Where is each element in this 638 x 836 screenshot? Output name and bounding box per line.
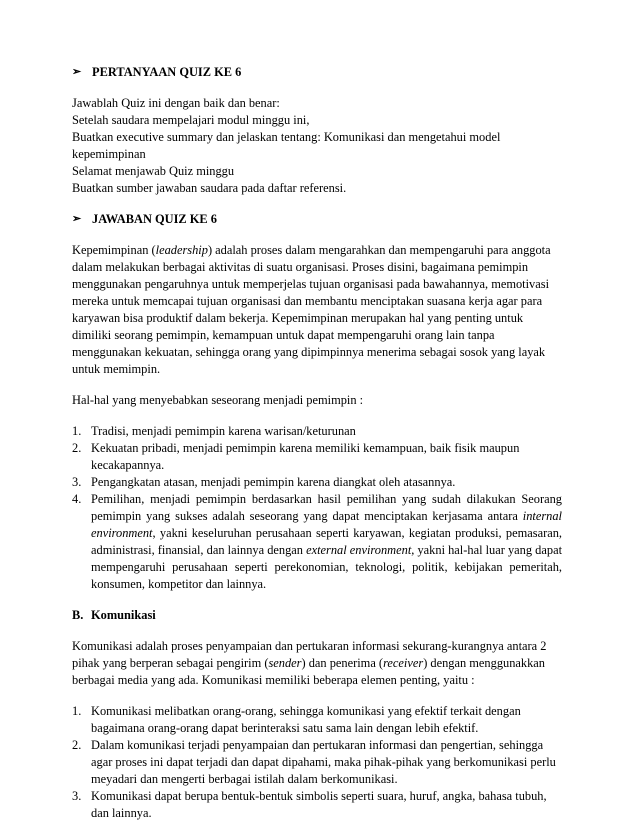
quiz-line: Selamat menjawab Quiz minggu — [72, 164, 235, 178]
quiz-line: Buatkan sumber jawaban saudara pada daftar referensi. — [72, 181, 347, 195]
paragraph-communication: Komunikasi adalah proses penyampaian dan pertukaran informasi sekurang-kurangnya antara 2 pihak yang berperan sebagai pengirim (sender) dan penerima (receiver) dengan menggunakkan berbagai media yang ada. Komunikasi memiliki beberapa elemen penting, yaitu : — [72, 639, 547, 687]
list-item: 1. Komunikasi melibatkan orang-orang, sehingga komunikasi yang efektif terkait dengan bagaimana orang-orang dapat berinteraksi satu sama lain dengan lebih efektif. — [72, 704, 521, 735]
paragraph-leader-causes: Hal-hal yang menyebabkan seseorang menjadi pemimpin : — [72, 393, 364, 407]
quiz-instructions — [72, 95, 562, 197]
quiz-line: Buatkan executive summary dan jelaskan tentang: Komunikasi dan mengetahui model kepemimpinan — [72, 130, 501, 161]
heading-text: PERTANYAAN QUIZ KE 6 — [92, 65, 242, 79]
list-item: 3. Pengangkatan atasan, menjadi pemimpin karena diangkat oleh atasannya. — [72, 475, 456, 489]
list-item: 1. Tradisi, menjadi pemimpin karena warisan/keturunan — [72, 424, 356, 438]
document-page — [72, 64, 562, 836]
arrow-bullet-icon: ➢ — [72, 66, 82, 78]
paragraph-leadership: Kepemimpinan (leadership) adalah proses dalam mengarahkan dan mempengaruhi para anggota dalam melakukan berbagai aktivitas di suatu organisasi. Proses disini, bagaimana pemimpin menggunakan pengaruhnya untuk memperjelas tujuan organisasi pada bawahannya, memotivasi mereka untuk memcapai tujuan organisasi dan membantu menciptakan suasana kerja agar para karyawan bisa produktif dalam bekerja. Kepemimpinan merupakan hal yang penting untuk dimiliki seorang pemimpin, kemampuan untuk dapat mempengaruhi orang lain tanpa menggunakan kekuatan, sehingga orang yang dipimpinnya menerima sebagai sosok yang layak untuk memimpin. — [72, 243, 551, 376]
quiz-line: Setelah saudara mempelajari modul minggu ini, — [72, 113, 310, 127]
heading-quiz-answer — [72, 211, 562, 228]
heading-quiz-question — [72, 64, 562, 81]
section-title-communication: B. Komunikasi — [72, 608, 156, 622]
list-item: 4. Pemilihan, menjadi pemimpin berdasarkan hasil pemilihan yang sudah dilakukan Seorang pemimpin yang sukses adalah seseorang yang dapat menciptakan kerjasama antara internal environment, yakni keseluruhan perusahaan seperti karyawan, kegiatan produksi, pemasaran, administrasi, finansial, dan lainnya dengan external environment, yakni hal-hal luar yang dapat mempengaruhi perusahaan seperti perekonomian, teknologi, politik, kebijakan pemeritah, konsumen, kompetitor dan lainnya. — [72, 492, 563, 591]
list-item: 2. Kekuatan pribadi, menjadi pemimpin karena memiliki kemampuan, baik fisik maupun kecakapannya. — [72, 441, 520, 472]
quiz-line: Jawablah Quiz ini dengan baik dan benar: — [72, 96, 280, 110]
list-item: 2. Dalam komunikasi terjadi penyampaian dan pertukaran informasi dan pengertian, sehingga agar proses ini dapat terjadi dan dapat dipahami, maka pihak-pihak yang berkomunikasi perlu meyadari dan mengerti berbagai istilah dalam berkomunikasi. — [72, 738, 556, 786]
arrow-bullet-icon: ➢ — [72, 213, 82, 225]
list-item: 3. Komunikasi dapat berupa bentuk-bentuk simbolis seperti suara, huruf, angka, bahasa tubuh, dan lainnya. — [72, 789, 547, 820]
list-leader-causes — [72, 423, 562, 593]
list-communication-elements — [72, 703, 562, 822]
heading-text: JAWABAN QUIZ KE 6 — [92, 212, 217, 226]
